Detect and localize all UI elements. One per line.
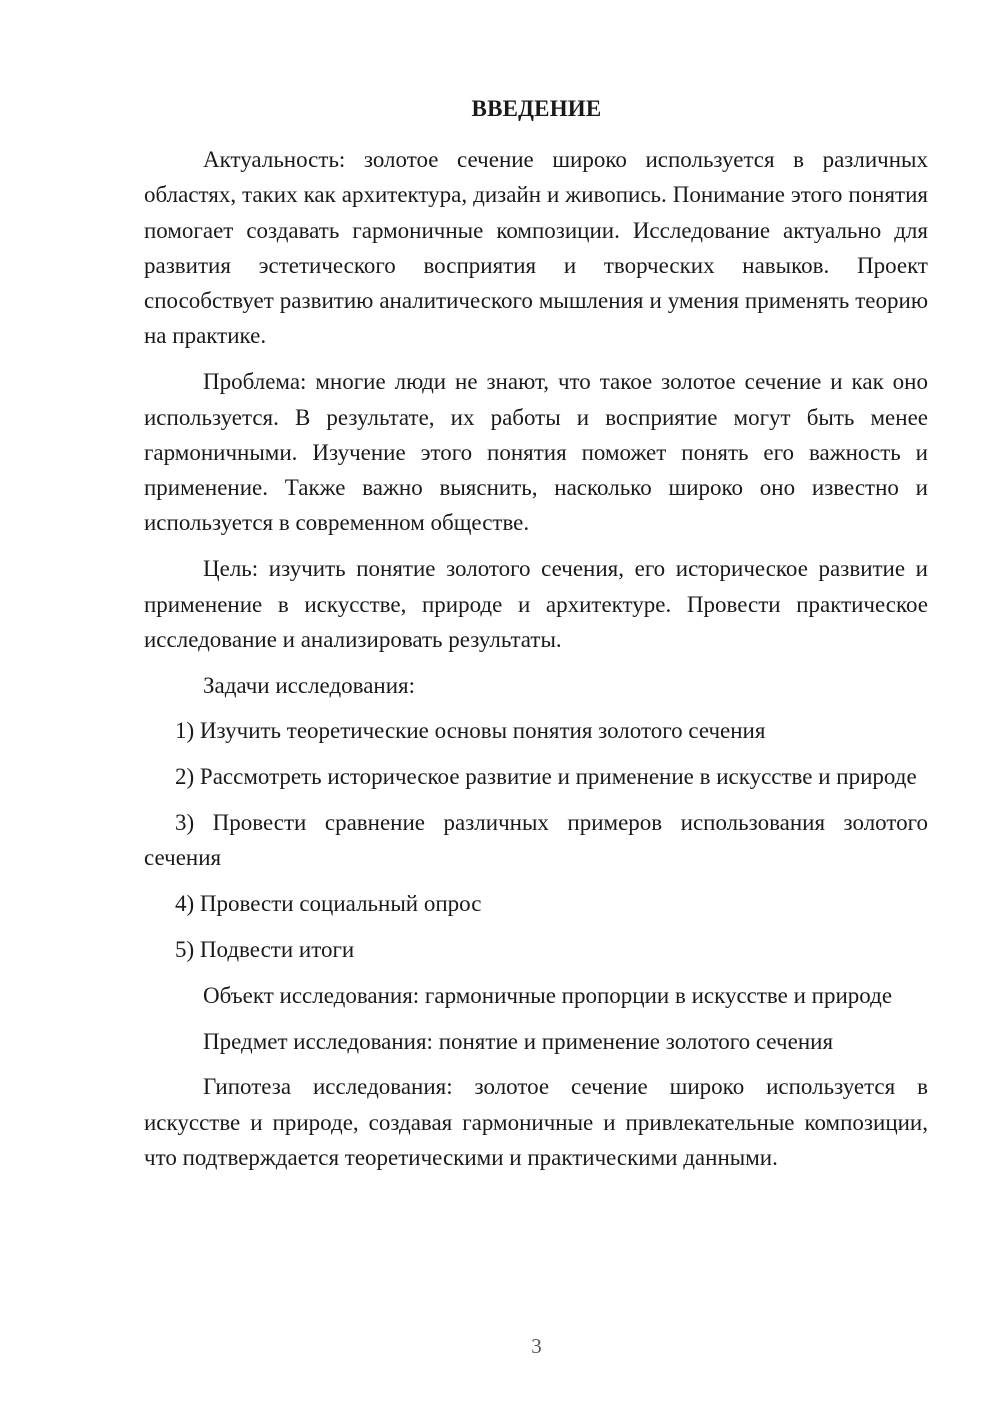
tasks-heading: Задачи исследования: — [203, 672, 416, 698]
document-title: ВВЕДЕНИЕ — [471, 96, 602, 121]
object-paragraph: Объект исследования: гармоничные пропорции в искусстве и природе — [203, 982, 893, 1008]
document-body — [144, 142, 928, 1186]
task-item: 5) Подвести итоги — [175, 936, 355, 962]
relevance-paragraph: Актуальность: золотое сечение широко используется в различных областях, таких как архитектура, дизайн и живопись. Понимание этого понятия помогает создавать гармоничные композиции. Исследование актуально для развития эстетического восприятия и творческих навыков. Проект способствует развитию аналитического мышления и умения применять теорию на практике. — [144, 147, 928, 349]
task-item: 1) Изучить теоретические основы понятия золотого сечения — [175, 718, 766, 744]
goal-paragraph: Цель: изучить понятие золотого сечения, его историческое развитие и применение в искусстве, природе и архитектуре. Провести практическое исследование и анализировать результаты. — [144, 556, 928, 652]
subject-paragraph: Предмет исследования: понятие и применение золотого сечения — [203, 1028, 834, 1054]
hypothesis-paragraph: Гипотеза исследования: золотое сечение широко используется в искусстве и природе, создавая гармоничные и привлекательные композиции, что подтверждается теоретическими и практическими данными. — [144, 1074, 928, 1170]
task-item: 2) Рассмотреть историческое развитие и применение в искусстве и природе — [175, 764, 917, 790]
page-number: 3 — [531, 1334, 542, 1358]
problem-paragraph: Проблема: многие люди не знают, что такое золотое сечение и как оно используется. В результате, их работы и восприятие могут быть менее гармоничными. Изучение этого понятия поможет понять его важность и применение. Также важно выяснить, насколько широко оно известно и используется в современном обществе. — [144, 369, 928, 536]
task-item: 3) Провести сравнение различных примеров использования золотого сечения — [144, 810, 928, 871]
task-item: 4) Провести социальный опрос — [175, 891, 482, 917]
